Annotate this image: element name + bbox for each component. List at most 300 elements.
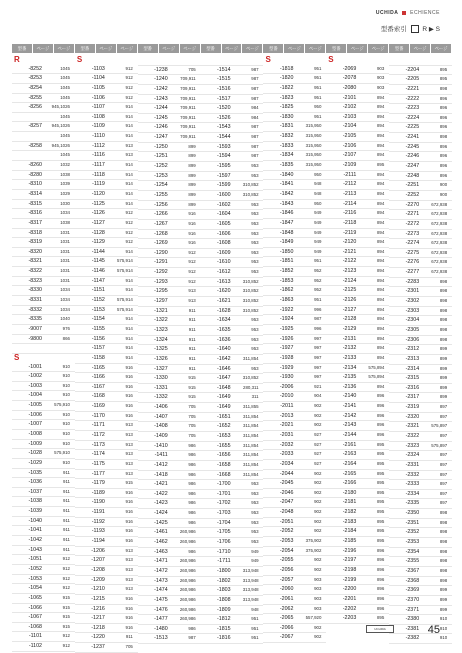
model-number: -2132 — [342, 345, 357, 352]
model-number: -1843 — [279, 200, 294, 207]
page-ref: 895 — [376, 480, 385, 486]
model-number: -1007 — [28, 421, 42, 428]
table-row — [263, 566, 326, 576]
column-header-label: ページ — [284, 44, 304, 53]
table-row — [389, 403, 452, 413]
table-row — [12, 420, 75, 430]
table-row — [326, 566, 389, 576]
model-number: -2048 — [279, 509, 294, 516]
page-ref: 950 — [314, 171, 322, 177]
table-row — [326, 498, 389, 508]
page-ref: 896 — [439, 153, 448, 159]
page-ref: 953 — [251, 230, 259, 236]
model-number: -2051 — [279, 518, 294, 525]
table-row — [326, 354, 389, 364]
page-ref: 899 — [439, 384, 448, 390]
model-number: -2283 — [405, 278, 420, 285]
page-ref: 951 — [251, 616, 259, 622]
model-number: -1831 — [279, 123, 294, 130]
model-number: -2056 — [279, 566, 294, 573]
page-ref: 310,852 — [242, 307, 259, 313]
table-row — [201, 114, 264, 124]
table-row — [389, 499, 452, 509]
model-number: -8314 — [28, 190, 42, 197]
page-ref: 912 — [125, 75, 133, 81]
table-row — [263, 527, 326, 537]
model-number: -2371 — [405, 606, 420, 613]
model-number: -1101 — [28, 633, 42, 640]
page-ref: 894 — [376, 354, 385, 360]
page-ref: 910 — [62, 373, 70, 379]
page-ref: 575,914 — [116, 258, 133, 264]
model-number: -2163 — [342, 451, 357, 458]
model-number: -1651 — [217, 413, 231, 420]
model-number: -2370 — [405, 596, 420, 603]
table-row — [389, 326, 452, 336]
model-number: -9007 — [28, 325, 42, 332]
page-ref: 899 — [188, 172, 196, 178]
page-ref: 903 — [376, 65, 385, 71]
model-number: -2114 — [343, 200, 357, 207]
table-row — [326, 267, 389, 277]
page-ref: 898 — [439, 317, 448, 323]
table-row — [12, 122, 75, 132]
model-number: -2113 — [343, 190, 357, 197]
page-header — [376, 10, 440, 16]
table-row — [263, 219, 326, 229]
page-ref: 896 — [439, 114, 448, 120]
page-number: 45 — [427, 624, 440, 636]
model-number: -1168 — [91, 393, 105, 400]
model-number: -1332 — [154, 394, 168, 401]
table-row — [138, 181, 201, 191]
table-row — [12, 594, 75, 604]
page-ref: 895 — [439, 76, 448, 82]
page-ref: 672,938 — [431, 220, 448, 226]
table-row — [389, 95, 452, 105]
model-number: -1705 — [217, 529, 231, 536]
page-ref: 313,948 — [242, 596, 259, 602]
page-ref: 949 — [314, 219, 322, 225]
model-number: -8335 — [28, 316, 42, 323]
page-ref: 986 — [188, 442, 196, 448]
page-ref: 900 — [439, 182, 448, 188]
model-number: -1193 — [91, 528, 105, 535]
model-number: -1040 — [28, 517, 42, 524]
model-number: -1812 — [217, 616, 231, 623]
table-row — [326, 190, 389, 200]
page-ref: 914 — [125, 162, 133, 168]
model-number: -2185 — [342, 538, 357, 545]
table-row — [201, 625, 264, 635]
page-ref: 987 — [251, 143, 259, 149]
table-row — [201, 586, 264, 596]
table-row — [12, 363, 75, 373]
table-row — [138, 104, 201, 114]
model-number: -2054 — [279, 547, 294, 554]
model-number: -1925 — [279, 325, 294, 332]
page-ref: 1031 — [60, 248, 70, 254]
column-header-label: 型番 — [138, 44, 158, 53]
table-row — [75, 257, 138, 267]
table-row — [201, 345, 264, 355]
table-row — [138, 191, 201, 201]
model-number: -1808 — [217, 596, 231, 603]
page-ref: 575,897 — [431, 423, 448, 429]
page-ref: 951 — [314, 258, 322, 264]
page-ref: 916 — [125, 509, 133, 515]
page-ref: 953 — [251, 346, 259, 352]
model-number: -1862 — [279, 287, 294, 294]
page-ref: 949 — [314, 239, 322, 245]
table-row — [389, 230, 452, 240]
model-number: -2302 — [405, 298, 420, 305]
page-ref: 953 — [251, 510, 259, 516]
model-number: -2136 — [342, 383, 357, 390]
table-row — [75, 383, 138, 393]
table-row — [75, 527, 138, 537]
table-row — [75, 248, 138, 258]
table-row — [12, 94, 75, 104]
page-ref: 913 — [125, 142, 133, 148]
model-number: -1268 — [154, 230, 168, 237]
table-row — [389, 538, 452, 548]
model-number: -8253 — [28, 75, 42, 82]
page-ref: 899 — [439, 346, 448, 352]
page-ref: 951 — [251, 625, 259, 631]
table-row — [75, 142, 138, 152]
model-number: -2123 — [342, 268, 357, 275]
model-number: -1822 — [279, 84, 294, 91]
table-row — [326, 103, 389, 113]
page-ref: 311,854 — [243, 471, 259, 477]
column-header-label: ページ — [431, 44, 451, 53]
model-number: -1043 — [28, 546, 42, 553]
page-ref: 910 — [62, 459, 70, 465]
table-row — [201, 413, 264, 423]
table-row — [75, 190, 138, 200]
table-row — [389, 480, 452, 490]
model-number: -1609 — [217, 249, 231, 256]
model-number: -2006 — [279, 383, 294, 390]
page-ref: 899 — [188, 143, 196, 149]
page-ref: 951 — [314, 113, 322, 119]
table-row — [326, 614, 389, 624]
model-number: -2134 — [342, 364, 357, 371]
table-row — [201, 181, 264, 191]
page-ref: 899 — [439, 365, 448, 371]
model-number: -1815 — [217, 625, 231, 632]
model-number: -1848 — [279, 229, 294, 236]
model-number: -2126 — [342, 297, 357, 304]
table-row — [138, 172, 201, 182]
page-ref: 894 — [376, 113, 385, 119]
model-number: -1409 — [154, 432, 168, 439]
model-number: -1067 — [28, 614, 42, 621]
model-number: -1152 — [91, 297, 105, 304]
table-row — [326, 537, 389, 547]
page-ref: 951 — [314, 297, 322, 303]
table-row — [326, 556, 389, 566]
table-row — [263, 595, 326, 605]
model-number: -2201 — [342, 595, 357, 602]
model-number: -2047 — [279, 499, 294, 506]
model-number: -1602 — [217, 201, 231, 208]
model-number: -2109 — [342, 162, 357, 169]
table-row — [263, 585, 326, 595]
table-row — [138, 442, 201, 452]
table-row — [138, 480, 201, 490]
model-number: -1145 — [91, 258, 105, 265]
table-row — [138, 422, 201, 432]
model-number: -1104 — [91, 75, 105, 82]
page-ref: 902 — [314, 480, 322, 486]
column-header-label: ページ — [305, 44, 325, 53]
model-number: -2033 — [279, 451, 294, 458]
page-ref: 896 — [376, 586, 385, 592]
table-row — [75, 200, 138, 210]
page-ref: 672,938 — [431, 211, 448, 217]
model-number: -1103 — [91, 65, 105, 72]
model-number: -1245 — [154, 114, 168, 121]
model-number: -1029 — [28, 459, 42, 466]
page-ref: 916 — [125, 538, 133, 544]
table-row — [12, 344, 75, 354]
table-row — [389, 220, 452, 230]
page-ref: 894 — [376, 325, 385, 331]
table-row — [326, 441, 389, 451]
model-number: -1269 — [154, 240, 168, 247]
page-ref: 894 — [376, 190, 385, 196]
model-number: -2303 — [405, 307, 420, 314]
page-ref: 896 — [439, 124, 448, 130]
model-number: -2276 — [405, 259, 420, 266]
page-ref: 897 — [439, 404, 448, 410]
table-row — [389, 307, 452, 317]
model-number: -8331 — [28, 297, 42, 304]
model-number: -2274 — [405, 240, 420, 247]
page-ref: 894 — [376, 142, 385, 148]
index-column — [389, 44, 452, 653]
page-ref: 705 — [188, 404, 196, 410]
model-number: -1599 — [217, 182, 231, 189]
model-number: -2247 — [405, 163, 420, 170]
model-number: -1297 — [154, 298, 168, 305]
page-ref: 914 — [125, 171, 133, 177]
table-row — [138, 345, 201, 355]
table-row — [201, 606, 264, 616]
table-row — [389, 152, 452, 162]
table-row — [138, 307, 201, 317]
model-number: -2382 — [405, 635, 420, 642]
table-row — [263, 498, 326, 508]
page-ref: 913 — [125, 557, 133, 563]
table-row — [201, 393, 264, 403]
table-row — [389, 133, 452, 143]
model-number: -1190 — [91, 499, 105, 506]
page-ref: 898 — [439, 539, 448, 545]
model-number: -1036 — [28, 479, 42, 486]
column-header-label: ページ — [242, 44, 262, 53]
table-row — [12, 391, 75, 401]
model-number: -2165 — [342, 470, 357, 477]
table-row — [263, 180, 326, 190]
model-number: -1112 — [92, 142, 105, 149]
page-ref: 899 — [188, 182, 196, 188]
table-row — [138, 577, 201, 587]
table-row — [263, 470, 326, 480]
page-ref: 896 — [376, 605, 385, 611]
model-number: -1929 — [279, 364, 294, 371]
section-label: ECHIENCE — [410, 10, 440, 16]
model-number: -1209 — [91, 576, 105, 583]
model-number: -2316 — [405, 384, 420, 391]
table-row — [389, 365, 452, 375]
table-row — [263, 354, 326, 364]
table-row — [138, 133, 201, 143]
model-number: -8318 — [28, 229, 42, 236]
model-number: -2196 — [342, 547, 357, 554]
model-number: -1463 — [154, 548, 168, 555]
model-number: -1842 — [279, 190, 294, 197]
table-row — [263, 518, 326, 528]
page-ref: 894 — [376, 181, 385, 187]
table-row — [389, 451, 452, 461]
table-row — [263, 296, 326, 306]
page-ref: 894 — [376, 335, 385, 341]
table-row — [389, 85, 452, 95]
page-ref: 912 — [62, 556, 70, 562]
model-number: -2010 — [279, 393, 294, 400]
model-number: -1240 — [154, 76, 168, 83]
model-number: -2066 — [279, 624, 294, 631]
table-row — [389, 432, 452, 442]
page-ref: 950 — [314, 200, 322, 206]
model-number: -2103 — [342, 113, 357, 120]
model-number: -8317 — [28, 219, 42, 226]
page-ref: 916 — [188, 240, 196, 246]
table-row — [12, 113, 75, 123]
table-row — [12, 613, 75, 623]
page-ref: 895 — [376, 460, 385, 466]
page-ref: 894 — [376, 268, 385, 274]
page-ref: 894 — [376, 229, 385, 235]
model-number: -1852 — [279, 268, 294, 275]
model-number: -1110 — [92, 133, 105, 140]
page-ref: 927 — [314, 441, 322, 447]
table-row — [138, 249, 201, 259]
table-row — [201, 191, 264, 201]
page-ref: 950 — [314, 104, 322, 110]
page-ref: 310,852 — [242, 298, 259, 304]
page-ref: 986 — [188, 519, 196, 525]
page-ref: 1045 — [60, 65, 70, 71]
table-row — [138, 384, 201, 394]
page-ref: 997 — [314, 335, 322, 341]
table-row — [389, 577, 452, 587]
page-ref — [422, 56, 447, 65]
table-row — [138, 557, 201, 567]
page-ref: 976 — [62, 325, 70, 331]
table-row — [201, 567, 264, 577]
table-row — [263, 248, 326, 258]
model-number: -1818 — [279, 65, 294, 72]
page-ref: 895 — [376, 528, 385, 534]
model-number: S — [328, 55, 334, 64]
model-number: -2312 — [405, 346, 420, 353]
model-number: -1924 — [279, 316, 294, 323]
model-number: -1803 — [217, 587, 231, 594]
model-number: -1237 — [91, 644, 105, 651]
table-row — [138, 95, 201, 105]
page-ref: 915 — [62, 623, 70, 629]
page-ref: 912 — [62, 633, 70, 639]
page-ref: 914 — [125, 113, 133, 119]
table-row — [201, 249, 264, 259]
model-number: -1246 — [154, 124, 168, 131]
model-number: -2251 — [405, 182, 420, 189]
page-ref: 260,986 — [179, 577, 196, 583]
page-ref: 903 — [314, 595, 322, 601]
table-row — [201, 66, 264, 76]
page-ref: 949 — [314, 248, 322, 254]
page-ref: 986 — [188, 548, 196, 554]
page-ref: 896 — [439, 172, 448, 178]
table-row — [263, 547, 326, 557]
page-ref: 895 — [376, 615, 385, 621]
table-row — [326, 373, 389, 383]
model-number: -1526 — [217, 114, 231, 121]
table-row — [75, 209, 138, 219]
page-ref: 575,894 — [368, 364, 385, 370]
page-ref — [45, 344, 70, 353]
table-row — [12, 469, 75, 479]
table-row — [201, 365, 264, 375]
page-ref: 260,986 — [179, 616, 196, 622]
table-row — [75, 335, 138, 345]
table-row — [138, 393, 201, 403]
table-row — [263, 238, 326, 248]
table-row — [389, 104, 452, 114]
model-number: -1041 — [28, 527, 42, 534]
page-ref: 898 — [439, 510, 448, 516]
model-number: S — [76, 55, 83, 64]
model-number: -1593 — [217, 143, 231, 150]
table-row — [201, 287, 264, 297]
page-ref: 895 — [376, 499, 385, 505]
model-number: -1423 — [154, 500, 168, 507]
model-number: -1472 — [154, 567, 168, 574]
brand-label: UCHIDA — [375, 10, 399, 16]
page-ref: 895 — [439, 66, 448, 72]
page-ref: 953 — [251, 490, 259, 496]
table-row — [326, 132, 389, 142]
table-row — [263, 65, 326, 75]
model-number: -1158 — [91, 354, 105, 361]
table-row — [326, 229, 389, 239]
page-ref: 987 — [188, 635, 196, 641]
table-row — [75, 277, 138, 287]
model-number: -2245 — [405, 143, 420, 150]
table-row — [201, 557, 264, 567]
page-ref: 313,948 — [242, 567, 259, 573]
model-number: -1156 — [91, 335, 105, 342]
page-ref: 898 — [439, 336, 448, 342]
model-number: -1004 — [28, 392, 42, 399]
table-row — [201, 220, 264, 230]
table-row — [75, 219, 138, 229]
model-number: -1120 — [91, 190, 105, 197]
